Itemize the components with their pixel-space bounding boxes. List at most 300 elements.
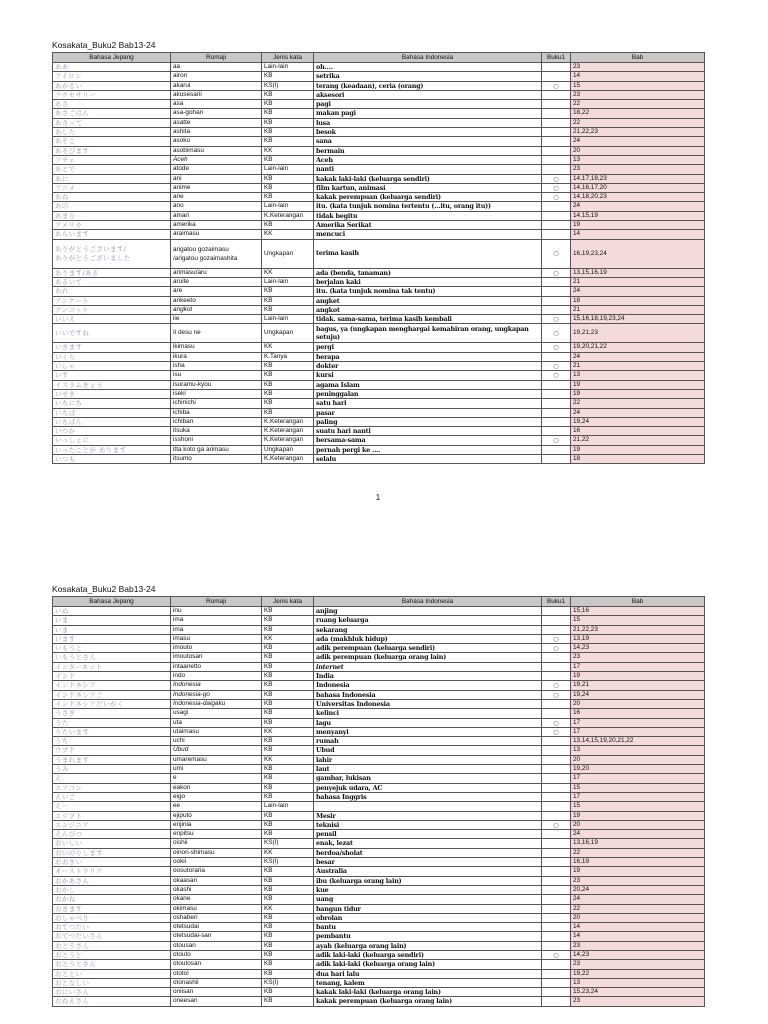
cell-jenis-kata: KS(I) <box>262 839 314 848</box>
cell-jenis-kata: KB <box>262 932 314 941</box>
cell-jenis-kata: KB <box>262 607 314 616</box>
cell-buku1: ○ <box>542 727 571 736</box>
cell-bahasa-indonesia: dokter <box>314 362 542 371</box>
cell-bab: 21 <box>571 362 705 371</box>
cell-romaji: asa <box>171 100 262 109</box>
cell-bab: 19 <box>571 445 705 454</box>
cell-romaji: akusesarii <box>171 90 262 99</box>
cell-bab: 14 <box>571 230 705 239</box>
cell-bab: 15 <box>571 802 705 811</box>
cell-jenis-kata: KB <box>262 362 314 371</box>
cell-jenis-kata: K.Keterangan <box>262 417 314 426</box>
cell-bab: 19,24 <box>571 690 705 699</box>
table-row <box>53 662 705 671</box>
cell-jenis-kata: KB <box>262 305 314 314</box>
cell-bab: 23 <box>571 997 705 1006</box>
table-row <box>53 408 705 417</box>
cell-bahasa-jepang: いったことが あります <box>53 445 171 454</box>
cell-romaji: eakon <box>171 783 262 792</box>
cell-bahasa-jepang: いいですね <box>53 324 171 343</box>
cell-bahasa-indonesia: kakak laki-laki (keluarga sendiri) <box>314 174 542 183</box>
table-row <box>53 969 705 978</box>
cell-bahasa-jepang: アチェ <box>53 155 171 164</box>
cell-bab: 18 <box>571 454 705 463</box>
cell-bahasa-jepang: インドネシアだいがく <box>53 699 171 708</box>
cell-jenis-kata: KB <box>262 287 314 296</box>
cell-bahasa-indonesia: Mesir <box>314 811 542 820</box>
table-row <box>53 128 705 137</box>
cell-buku1 <box>542 988 571 997</box>
cell-romaji: e <box>171 774 262 783</box>
cell-buku1 <box>542 997 571 1006</box>
cell-bahasa-jepang: いもうと <box>53 644 171 653</box>
cell-bahasa-jepang: うさぎ <box>53 709 171 718</box>
cell-buku1 <box>542 155 571 164</box>
cell-jenis-kata: KB <box>262 380 314 389</box>
vocab-table <box>52 52 705 464</box>
cell-bab: 14,18,20,23 <box>571 193 705 202</box>
cell-romaji: otetsudai-san <box>171 932 262 941</box>
cell-bab: 24 <box>571 287 705 296</box>
cell-bab: 16,19,23,24 <box>571 239 705 268</box>
cell-romaji: asatte <box>171 118 262 127</box>
cell-romaji: Ubud <box>171 746 262 755</box>
cell-bahasa-indonesia: pasar <box>314 408 542 417</box>
cell-buku1 <box>542 118 571 127</box>
cell-jenis-kata: KB <box>262 950 314 959</box>
cell-bab: 24 <box>571 137 705 146</box>
cell-bab: 23 <box>571 165 705 174</box>
cell-bahasa-jepang: ああ <box>53 63 171 72</box>
cell-jenis-kata: KB <box>262 709 314 718</box>
cell-buku1 <box>542 445 571 454</box>
cell-jenis-kata: KB <box>262 960 314 969</box>
table-row <box>53 690 705 699</box>
table-row <box>53 352 705 361</box>
sheet-title: Kosakata_Buku2 Bab13-24 <box>52 584 156 594</box>
cell-bahasa-indonesia: anjing <box>314 607 542 616</box>
cell-bahasa-indonesia: internet <box>314 662 542 671</box>
cell-romaji: umi <box>171 765 262 774</box>
cell-jenis-kata: KB <box>262 371 314 380</box>
cell-jenis-kata: KB <box>262 644 314 653</box>
cell-bab: 20,24 <box>571 885 705 894</box>
cell-bab: 19,21 <box>571 681 705 690</box>
cell-bab: 19,20,21,22 <box>571 343 705 352</box>
table-row <box>53 63 705 72</box>
cell-bahasa-jepang: うた <box>53 718 171 727</box>
cell-bahasa-jepang: あした <box>53 128 171 137</box>
cell-jenis-kata: KB <box>262 389 314 398</box>
cell-bab: 14 <box>571 72 705 81</box>
cell-bahasa-jepang: おしゃべり <box>53 913 171 922</box>
cell-romaji: oshaberi <box>171 913 262 922</box>
cell-buku1 <box>542 811 571 820</box>
cell-bahasa-indonesia: bahasa Inggris <box>314 792 542 801</box>
cell-bahasa-indonesia: ibu (keluarga orang lain) <box>314 876 542 885</box>
cell-bahasa-jepang: いせき <box>53 389 171 398</box>
table-row <box>53 653 705 662</box>
cell-bahasa-indonesia: lusa <box>314 118 542 127</box>
cell-buku1: ○ <box>542 690 571 699</box>
cell-bab: 19 <box>571 380 705 389</box>
table-row <box>53 137 705 146</box>
cell-buku1 <box>542 765 571 774</box>
cell-bahasa-jepang: おかあさん <box>53 876 171 885</box>
cell-romaji: asobimasu <box>171 146 262 155</box>
vocab-sheet-page-1 <box>52 38 704 502</box>
cell-buku1 <box>542 230 571 239</box>
cell-bab: 17 <box>571 774 705 783</box>
table-row <box>53 876 705 885</box>
cell-jenis-kata: KS(I) <box>262 81 314 90</box>
cell-buku1 <box>542 672 571 681</box>
cell-bahasa-jepang: いぬ <box>53 607 171 616</box>
cell-buku1 <box>542 607 571 616</box>
cell-romaji: iie <box>171 315 262 324</box>
table-row <box>53 867 705 876</box>
cell-romaji: isshoni <box>171 436 262 445</box>
cell-jenis-kata: KS(I) <box>262 978 314 987</box>
cell-buku1: ○ <box>542 81 571 90</box>
table-row <box>53 978 705 987</box>
cell-bab: 23 <box>571 63 705 72</box>
column-header: Bahasa Jepang <box>53 597 171 607</box>
cell-romaji: atode <box>171 165 262 174</box>
cell-romaji: ichinichi <box>171 399 262 408</box>
cell-romaji: okashi <box>171 885 262 894</box>
cell-bahasa-indonesia: bersama-sama <box>314 436 542 445</box>
cell-bahasa-indonesia: bagus, ya (ungkapan menghargai kemahiran orang, ungkapan setuju) <box>314 324 542 343</box>
cell-bahasa-indonesia: obrolan <box>314 913 542 922</box>
cell-bab: 15,16 <box>571 607 705 616</box>
cell-bahasa-jepang: アニメ <box>53 183 171 192</box>
cell-romaji: ookii <box>171 858 262 867</box>
cell-bab: 13,16,19 <box>571 839 705 848</box>
table-row <box>53 681 705 690</box>
cell-bahasa-jepang: うち <box>53 737 171 746</box>
cell-romaji: ototoi <box>171 969 262 978</box>
cell-jenis-kata: KB <box>262 174 314 183</box>
cell-bahasa-indonesia: laut <box>314 765 542 774</box>
cell-bahasa-jepang: あの <box>53 202 171 211</box>
table-row <box>53 988 705 997</box>
cell-bahasa-jepang: あらいます <box>53 230 171 239</box>
cell-romaji: ee <box>171 802 262 811</box>
cell-bahasa-jepang: おいのりします <box>53 848 171 857</box>
cell-jenis-kata: KK <box>262 268 314 277</box>
cell-buku1 <box>542 858 571 867</box>
cell-bab: 20 <box>571 755 705 764</box>
cell-bab: 21 <box>571 277 705 286</box>
cell-bab: 23 <box>571 653 705 662</box>
cell-bahasa-indonesia: pernah pergi ke .... <box>314 445 542 454</box>
cell-buku1: ○ <box>542 718 571 727</box>
cell-bahasa-indonesia: makan pagi <box>314 109 542 118</box>
table-row <box>53 193 705 202</box>
cell-bab: 15,16,18,19,23,24 <box>571 315 705 324</box>
cell-jenis-kata: KB <box>262 988 314 997</box>
cell-bahasa-indonesia: Universitas Indonesia <box>314 699 542 708</box>
cell-jenis-kata: KB <box>262 109 314 118</box>
cell-bab: 13,14,15,19,20,21,22 <box>571 737 705 746</box>
column-header: Bab <box>571 53 705 63</box>
cell-bahasa-jepang: いもうとさん <box>53 653 171 662</box>
cell-bahasa-jepang: あさ <box>53 100 171 109</box>
cell-bahasa-indonesia: tenang, kalem <box>314 978 542 987</box>
cell-bab: 20 <box>571 699 705 708</box>
cell-buku1 <box>542 221 571 230</box>
cell-buku1 <box>542 978 571 987</box>
cell-bab: 21,22,23 <box>571 625 705 634</box>
table-row <box>53 380 705 389</box>
cell-romaji: airon <box>171 72 262 81</box>
table-row <box>53 830 705 839</box>
cell-buku1 <box>542 277 571 286</box>
cell-jenis-kata: KB <box>262 221 314 230</box>
table-row <box>53 239 705 268</box>
cell-jenis-kata: Lain-lain <box>262 63 314 72</box>
cell-bahasa-indonesia: sana <box>314 137 542 146</box>
cell-romaji: are <box>171 287 262 296</box>
table-row <box>53 718 705 727</box>
cell-buku1 <box>542 755 571 764</box>
cell-bahasa-indonesia: film kartun, animasi <box>314 183 542 192</box>
cell-jenis-kata: KB <box>262 699 314 708</box>
cell-jenis-kata: K.Tanya <box>262 352 314 361</box>
cell-buku1: ○ <box>542 950 571 959</box>
cell-bahasa-jepang: いっしょに <box>53 436 171 445</box>
table-row <box>53 296 705 305</box>
cell-bahasa-jepang: ウブド <box>53 746 171 755</box>
cell-buku1: ○ <box>542 268 571 277</box>
cell-buku1 <box>542 783 571 792</box>
cell-jenis-kata: KK <box>262 634 314 643</box>
cell-bahasa-indonesia: kue <box>314 885 542 894</box>
column-header: Bahasa Jepang <box>53 53 171 63</box>
cell-buku1: ○ <box>542 634 571 643</box>
cell-bahasa-jepang: いす <box>53 371 171 380</box>
cell-bab: 18 <box>571 296 705 305</box>
cell-romaji: uta <box>171 718 262 727</box>
table-row <box>53 858 705 867</box>
table-row <box>53 885 705 894</box>
cell-jenis-kata: KB <box>262 616 314 625</box>
cell-bahasa-indonesia: selalu <box>314 454 542 463</box>
cell-bahasa-jepang: えんぴつ <box>53 830 171 839</box>
cell-romaji: utaimasu <box>171 727 262 736</box>
cell-buku1 <box>542 427 571 436</box>
cell-romaji: akarui <box>171 81 262 90</box>
cell-bahasa-indonesia: nanti <box>314 165 542 174</box>
table-row <box>53 644 705 653</box>
cell-bahasa-jepang: インド <box>53 672 171 681</box>
table-row <box>53 268 705 277</box>
table-row <box>53 277 705 286</box>
cell-bahasa-indonesia: peninggalan <box>314 389 542 398</box>
cell-jenis-kata: KK <box>262 755 314 764</box>
cell-jenis-kata: KB <box>262 72 314 81</box>
cell-jenis-kata: KB <box>262 885 314 894</box>
cell-buku1 <box>542 454 571 463</box>
cell-bahasa-indonesia: Ubud <box>314 746 542 755</box>
cell-bab: 13 <box>571 978 705 987</box>
cell-bab: 15 <box>571 616 705 625</box>
cell-bahasa-indonesia: rumah <box>314 737 542 746</box>
cell-jenis-kata: KB <box>262 100 314 109</box>
cell-bahasa-indonesia: dua hari lalu <box>314 969 542 978</box>
cell-romaji: enpitsu <box>171 830 262 839</box>
cell-buku1 <box>542 876 571 885</box>
cell-romaji: Aceh <box>171 155 262 164</box>
cell-bahasa-jepang: あさごはん <box>53 109 171 118</box>
cell-jenis-kata: KB <box>262 399 314 408</box>
cell-jenis-kata: KB <box>262 997 314 1006</box>
cell-bab: 24 <box>571 352 705 361</box>
cell-romaji: otonashii <box>171 978 262 987</box>
cell-buku1 <box>542 100 571 109</box>
table-row <box>53 904 705 913</box>
cell-romaji: amari <box>171 211 262 220</box>
cell-buku1 <box>542 211 571 220</box>
cell-bahasa-indonesia: bantu <box>314 923 542 932</box>
cell-jenis-kata: Lain-lain <box>262 277 314 286</box>
cell-bahasa-indonesia: kakak perempuan (keluarga orang lain) <box>314 997 542 1006</box>
cell-bahasa-indonesia: suatu hari nanti <box>314 427 542 436</box>
cell-buku1 <box>542 941 571 950</box>
cell-buku1: ○ <box>542 239 571 268</box>
cell-jenis-kata: K.Keterangan <box>262 211 314 220</box>
cell-bab: 19,21,23 <box>571 324 705 343</box>
cell-buku1 <box>542 165 571 174</box>
cell-bahasa-indonesia: gambar, lukisan <box>314 774 542 783</box>
cell-romaji: oosutoraria <box>171 867 262 876</box>
cell-bahasa-jepang: おとうとさん <box>53 960 171 969</box>
cell-bab: 21,22,23 <box>571 128 705 137</box>
cell-buku1: ○ <box>542 644 571 653</box>
cell-buku1 <box>542 616 571 625</box>
cell-jenis-kata: KB <box>262 296 314 305</box>
cell-bahasa-jepang: インドネシアご <box>53 690 171 699</box>
cell-buku1 <box>542 830 571 839</box>
table-row <box>53 634 705 643</box>
cell-romaji: arimasu/aru <box>171 268 262 277</box>
cell-romaji: oishii <box>171 839 262 848</box>
cell-romaji: Ii desu ne <box>171 324 262 343</box>
cell-bahasa-jepang: いきます <box>53 343 171 352</box>
column-header: Buku1 <box>542 53 571 63</box>
cell-bab: 19 <box>571 811 705 820</box>
cell-jenis-kata: Ungkapan <box>262 445 314 454</box>
cell-romaji: aruite <box>171 277 262 286</box>
table-row <box>53 848 705 857</box>
table-row <box>53 155 705 164</box>
cell-jenis-kata: Lain-lain <box>262 202 314 211</box>
cell-romaji: oneesan <box>171 997 262 1006</box>
cell-bahasa-jepang: あそびます <box>53 146 171 155</box>
cell-bab: 24 <box>571 830 705 839</box>
cell-romaji: okaasan <box>171 876 262 885</box>
cell-buku1: ○ <box>542 174 571 183</box>
cell-bahasa-jepang: いま <box>53 616 171 625</box>
cell-bahasa-indonesia: berjalan kaki <box>314 277 542 286</box>
table-row <box>53 305 705 314</box>
cell-romaji: ikura <box>171 352 262 361</box>
cell-bahasa-indonesia: bahasa Indonesia <box>314 690 542 699</box>
cell-buku1: ○ <box>542 436 571 445</box>
cell-bahasa-jepang: いちば <box>53 408 171 417</box>
cell-jenis-kata: KB <box>262 895 314 904</box>
cell-bahasa-jepang: アメリカ <box>53 221 171 230</box>
cell-jenis-kata: KB <box>262 128 314 137</box>
cell-bahasa-jepang: インターネット <box>53 662 171 671</box>
cell-bahasa-indonesia: mencuci <box>314 230 542 239</box>
table-row <box>53 165 705 174</box>
cell-romaji: ashita <box>171 128 262 137</box>
cell-bahasa-jepang: いま <box>53 625 171 634</box>
cell-jenis-kata: Lain-lain <box>262 165 314 174</box>
table-row <box>53 371 705 380</box>
cell-jenis-kata: KB <box>262 765 314 774</box>
cell-bahasa-jepang: おかね <box>53 895 171 904</box>
cell-romaji: anime <box>171 183 262 192</box>
cell-bab: 23 <box>571 90 705 99</box>
cell-romaji: okimasu <box>171 904 262 913</box>
cell-jenis-kata: KB <box>262 718 314 727</box>
table-row <box>53 941 705 950</box>
table-row <box>53 146 705 155</box>
cell-buku1 <box>542 923 571 932</box>
cell-romaji: oinori-shimasu <box>171 848 262 857</box>
cell-buku1: ○ <box>542 193 571 202</box>
cell-bahasa-jepang: インドネシア <box>53 681 171 690</box>
table-row <box>53 454 705 463</box>
table-row <box>53 672 705 681</box>
cell-jenis-kata: KB <box>262 690 314 699</box>
cell-romaji: ankeeto <box>171 296 262 305</box>
cell-bahasa-indonesia: besar <box>314 858 542 867</box>
table-row <box>53 90 705 99</box>
cell-romaji: amerika <box>171 221 262 230</box>
cell-bahasa-jepang: うまれます <box>53 755 171 764</box>
cell-bab: 19,24 <box>571 417 705 426</box>
cell-bahasa-indonesia: agama Islam <box>314 380 542 389</box>
cell-bahasa-jepang: おてつだい <box>53 923 171 932</box>
cell-bab: 17 <box>571 662 705 671</box>
cell-buku1 <box>542 746 571 755</box>
cell-bahasa-indonesia: Australia <box>314 867 542 876</box>
cell-bahasa-jepang: うみ <box>53 765 171 774</box>
cell-buku1 <box>542 848 571 857</box>
cell-buku1 <box>542 625 571 634</box>
cell-bahasa-jepang: あさって <box>53 118 171 127</box>
cell-jenis-kata: KK <box>262 343 314 352</box>
cell-jenis-kata: KB <box>262 867 314 876</box>
cell-buku1 <box>542 389 571 398</box>
cell-buku1 <box>542 408 571 417</box>
cell-jenis-kata: KB <box>262 913 314 922</box>
cell-bab: 17 <box>571 792 705 801</box>
cell-bab: 20 <box>571 146 705 155</box>
cell-romaji: Indonesia <box>171 681 262 690</box>
cell-bab: 22 <box>571 118 705 127</box>
cell-bab: 19 <box>571 867 705 876</box>
table-row <box>53 109 705 118</box>
cell-romaji: arigatou gozaimasu /arigatou gozaimashita <box>171 239 262 268</box>
cell-bab: 19 <box>571 221 705 230</box>
cell-bahasa-jepang: いいえ <box>53 315 171 324</box>
cell-bab: 15,23,24 <box>571 988 705 997</box>
